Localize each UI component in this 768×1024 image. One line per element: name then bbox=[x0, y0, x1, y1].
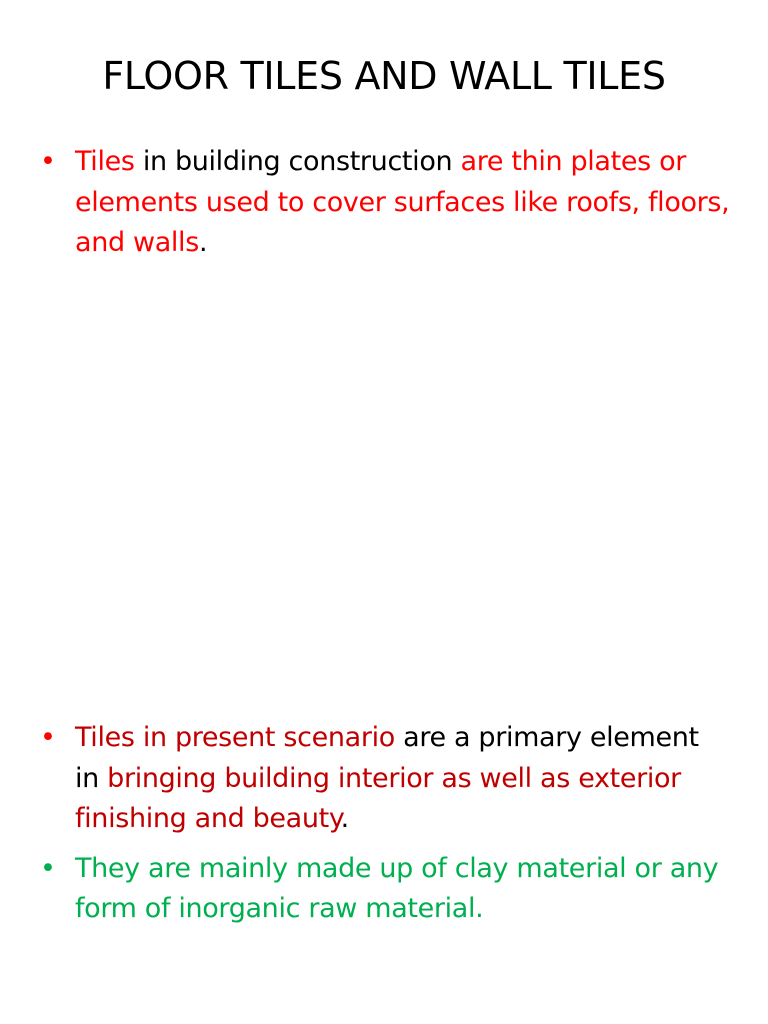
text-run: . bbox=[198, 227, 208, 258]
bullet-dot-icon: • bbox=[40, 722, 56, 753]
bullet-dot-icon: • bbox=[40, 146, 56, 177]
bullet-list-bottom bbox=[40, 718, 730, 939]
text-run: Tiles in present scenario bbox=[75, 722, 395, 753]
text-run: are a primary element in bbox=[75, 722, 699, 794]
text-run: They are mainly made up of clay material or any form of inorganic raw material. bbox=[75, 852, 719, 924]
text-run: bringing building interior as well as exterior finishing and beauty bbox=[75, 762, 681, 834]
bullet-list-top bbox=[40, 142, 730, 273]
text-run: are thin plates or elements used to cover surfaces like roofs, floors, and walls bbox=[75, 146, 730, 258]
bullet-item bbox=[40, 849, 730, 930]
text-run: in building construction bbox=[134, 146, 461, 177]
text-run: . bbox=[340, 803, 349, 834]
bullet-item bbox=[40, 718, 730, 840]
bullet-item bbox=[40, 142, 730, 264]
slide-title: FLOOR TILES AND WALL TILES bbox=[102, 54, 666, 98]
text-run: Tiles bbox=[75, 146, 135, 177]
bullet-dot-icon: • bbox=[40, 852, 56, 884]
